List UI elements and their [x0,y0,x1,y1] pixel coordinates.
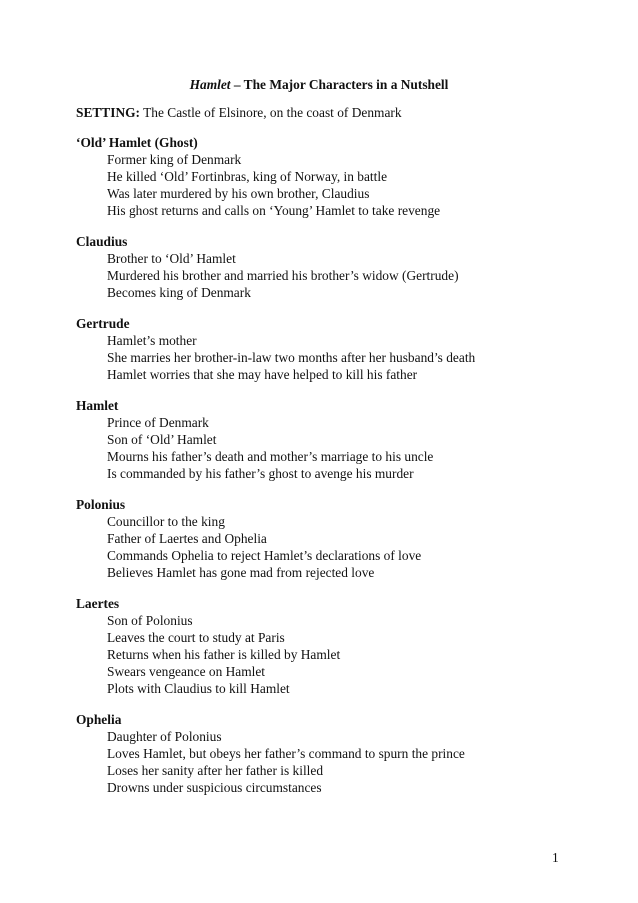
character-fact: Murdered his brother and married his brother’s widow (Gertrude) [107,268,459,283]
character-section [76,496,576,581]
character-section [76,397,576,482]
character-fact: Loves Hamlet, but obeys her father’s command to spurn the prince [107,746,465,761]
character-fact: Believes Hamlet has gone mad from rejected love [107,565,375,580]
character-name: Polonius [76,497,126,512]
character-fact: Is commanded by his father’s ghost to avenge his murder [107,466,414,481]
character-section [76,233,576,301]
character-name: Claudius [76,234,128,249]
character-fact: Leaves the court to study at Paris [107,630,285,645]
character-facts [76,513,576,581]
character-fact: Was later murdered by his own brother, Claudius [107,186,370,201]
title-play-name: Hamlet [189,77,231,92]
character-fact: Mourns his father’s death and mother’s marriage to his uncle [107,449,434,464]
character-fact: Plots with Claudius to kill Hamlet [107,681,290,696]
character-fact: Son of ‘Old’ Hamlet [107,432,217,447]
character-fact: Son of Polonius [107,613,193,628]
character-fact: Hamlet’s mother [107,333,197,348]
character-name: Laertes [76,596,120,611]
character-fact: Becomes king of Denmark [107,285,251,300]
character-fact: Daughter of Polonius [107,729,222,744]
character-fact: He killed ‘Old’ Fortinbras, king of Norway, in battle [107,169,388,184]
character-name: ‘Old’ Hamlet (Ghost) [76,135,198,150]
character-fact: Swears vengeance on Hamlet [107,664,266,679]
page-title [0,76,638,93]
character-section [76,595,576,697]
page-number: 1 [552,850,559,865]
character-fact: Former king of Denmark [107,152,242,167]
character-fact: Returns when his father is killed by Hamlet [107,647,341,662]
character-fact: Brother to ‘Old’ Hamlet [107,251,236,266]
character-facts [76,612,576,697]
character-facts [76,414,576,482]
character-facts [76,250,576,301]
character-fact: Loses her sanity after her father is killed [107,763,324,778]
character-fact: Commands Ophelia to reject Hamlet’s declarations of love [107,548,422,563]
character-facts [76,332,576,383]
character-name: Hamlet [76,398,119,413]
character-fact: Drowns under suspicious circumstances [107,780,322,795]
character-facts [76,151,576,219]
character-section [76,134,576,219]
character-name: Gertrude [76,316,130,331]
character-section [76,711,576,796]
character-section [76,315,576,383]
character-fact: Prince of Denmark [107,415,209,430]
character-list [76,134,576,810]
character-fact: His ghost returns and calls on ‘Young’ Hamlet to take revenge [107,203,441,218]
title-subtitle: – The Major Characters in a Nutshell [230,77,449,92]
character-fact: Councillor to the king [107,514,225,529]
setting-text: The Castle of Elsinore, on the coast of Denmark [140,105,402,120]
setting-line [76,104,402,121]
character-fact: She marries her brother-in-law two months after her husband’s death [107,350,476,365]
character-fact: Father of Laertes and Ophelia [107,531,267,546]
character-facts [76,728,576,796]
character-name: Ophelia [76,712,122,727]
character-fact: Hamlet worries that she may have helped to kill his father [107,367,418,382]
setting-label: SETTING: [76,105,140,120]
